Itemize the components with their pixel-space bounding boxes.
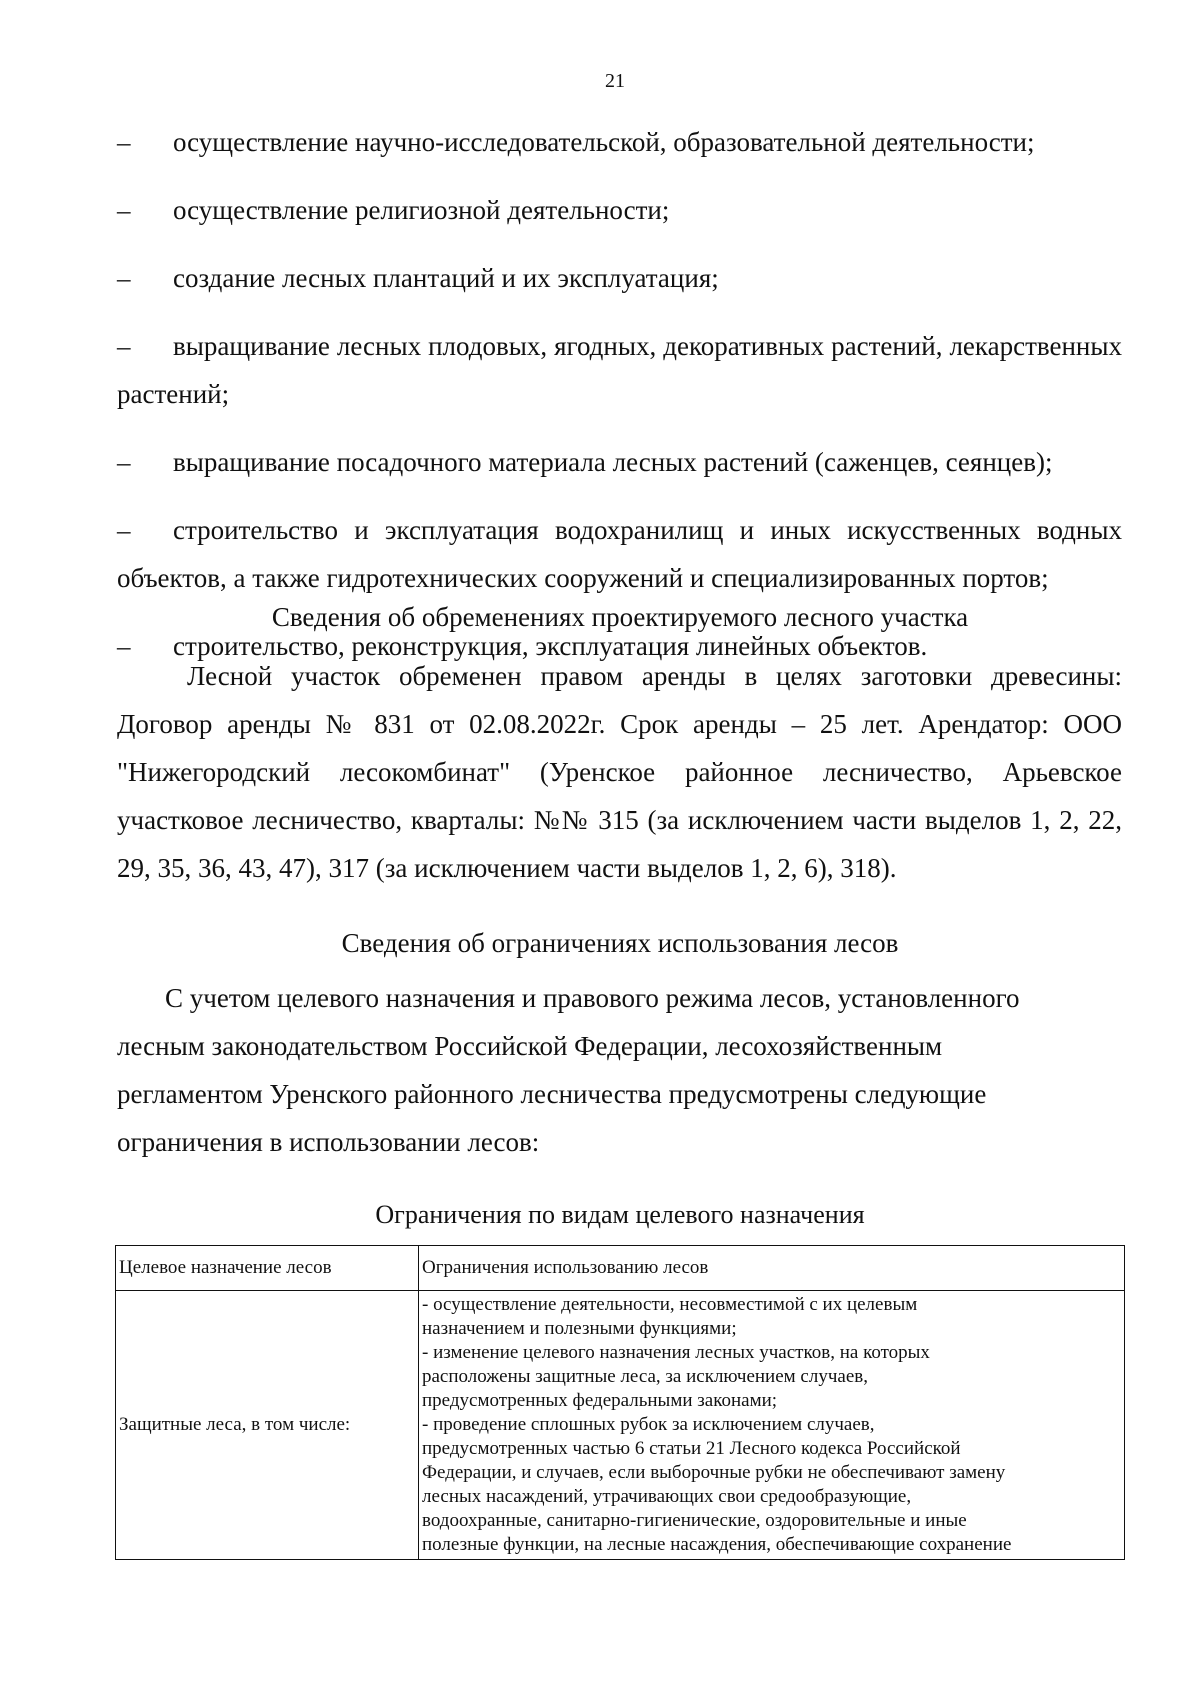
- list-item: [117, 438, 1122, 486]
- encumbrance-heading: Сведения об обременениях проектируемого лесного участка: [271, 602, 969, 632]
- dash-marker: –: [117, 331, 131, 361]
- list-item-text: осуществление научно-исследовательской, образовательной деятельности;: [173, 127, 1035, 157]
- header-cell-restrictions: Ограничения использованию лесов: [419, 1246, 1125, 1291]
- list-item: [117, 118, 1122, 166]
- cell-line: предусмотренных частью 6 статьи 21 Лесного кодекса Российской: [422, 1438, 961, 1459]
- table-caption: Ограничения по видам целевого назначения: [375, 1200, 865, 1229]
- list-item-text: создание лесных плантаций и их эксплуатация;: [173, 263, 719, 293]
- table-row: [116, 1291, 1125, 1560]
- list-item: [117, 322, 1122, 418]
- cell-line: назначением и полезными функциями;: [422, 1318, 737, 1339]
- cell-line: расположены защитные леса, за исключением случаев,: [422, 1366, 868, 1387]
- paragraph-line: регламентом Уренского районного лесничества предусмотрены следующие: [117, 1079, 987, 1109]
- list-item-text: выращивание лесных плодовых, ягодных, декоративных растений, лекарственных растений;: [117, 331, 1122, 409]
- cell-line: - осуществление деятельности, несовместимой с их целевым: [422, 1294, 918, 1315]
- dash-marker: –: [117, 515, 131, 545]
- cell-line: полезные функции, на лесные насаждения, обеспечивающие сохранение: [422, 1534, 1012, 1555]
- dash-marker: –: [117, 447, 131, 477]
- cell-line: предусмотренных федеральными законами;: [422, 1390, 778, 1411]
- restrictions-heading: Сведения об ограничениях использования лесов: [341, 928, 899, 958]
- header-cell-purpose: Целевое назначение лесов: [116, 1246, 419, 1291]
- list-item-text: строительство, реконструкция, эксплуатация линейных объектов.: [173, 631, 928, 661]
- dash-marker: –: [117, 263, 131, 293]
- dash-marker: –: [117, 127, 131, 157]
- encumbrance-paragraph: Лесной участок обременен правом аренды в целях заготовки древесины: Договор аренды № 831 от 02.08.2022г. Срок аренды – 25 лет. Арендатор: ООО "Нижегородский лесокомбинат" (Уренское районное лесничество, Арьевское участковое лесничество, кварталы: №№ 315 (за исключением части выделов 1, 2, 22, 29, 35, 36, 43, 47), 317 (за исключением части выделов 1, 2, 6), 318).: [117, 661, 1122, 883]
- paragraph-line: лесным законодательством Российской Федерации, лесохозяйственным: [117, 1031, 943, 1061]
- cell-line: Федерации, и случаев, если выборочные рубки не обеспечивают замену: [422, 1462, 1006, 1483]
- dash-marker: –: [117, 195, 131, 225]
- paragraph-line: С учетом целевого назначения и правового режима лесов, установленного: [165, 983, 1020, 1013]
- list-item: [117, 506, 1122, 602]
- cell-line: - проведение сплошных рубок за исключением случаев,: [422, 1414, 875, 1435]
- page-number: 21: [605, 70, 625, 92]
- restrictions-paragraph: [117, 974, 1122, 1166]
- list-item-text: строительство и эксплуатация водохранилищ и иных искусственных водных объектов, а также гидротехнических сооружений и специализированных портов;: [117, 515, 1122, 593]
- cell-line: - изменение целевого назначения лесных участков, на которых: [422, 1342, 930, 1363]
- dash-marker: –: [117, 631, 131, 661]
- cell-line: водоохранные, санитарно-гигиенические, оздоровительные и иные: [422, 1510, 967, 1531]
- paragraph-line: ограничения в использовании лесов:: [117, 1127, 540, 1157]
- list-item-text: осуществление религиозной деятельности;: [173, 195, 670, 225]
- list-item-text: выращивание посадочного материала лесных растений (саженцев, сеянцев);: [173, 447, 1053, 477]
- table-header-row: [116, 1246, 1125, 1291]
- cell-line: лесных насаждений, утрачивающих свои средообразующие,: [422, 1486, 912, 1507]
- list-item: [117, 186, 1122, 234]
- restrictions-table: [115, 1245, 1125, 1560]
- cell-restrictions: [419, 1291, 1125, 1560]
- cell-purpose: Защитные леса, в том числе:: [116, 1291, 419, 1560]
- list-item: [117, 254, 1122, 302]
